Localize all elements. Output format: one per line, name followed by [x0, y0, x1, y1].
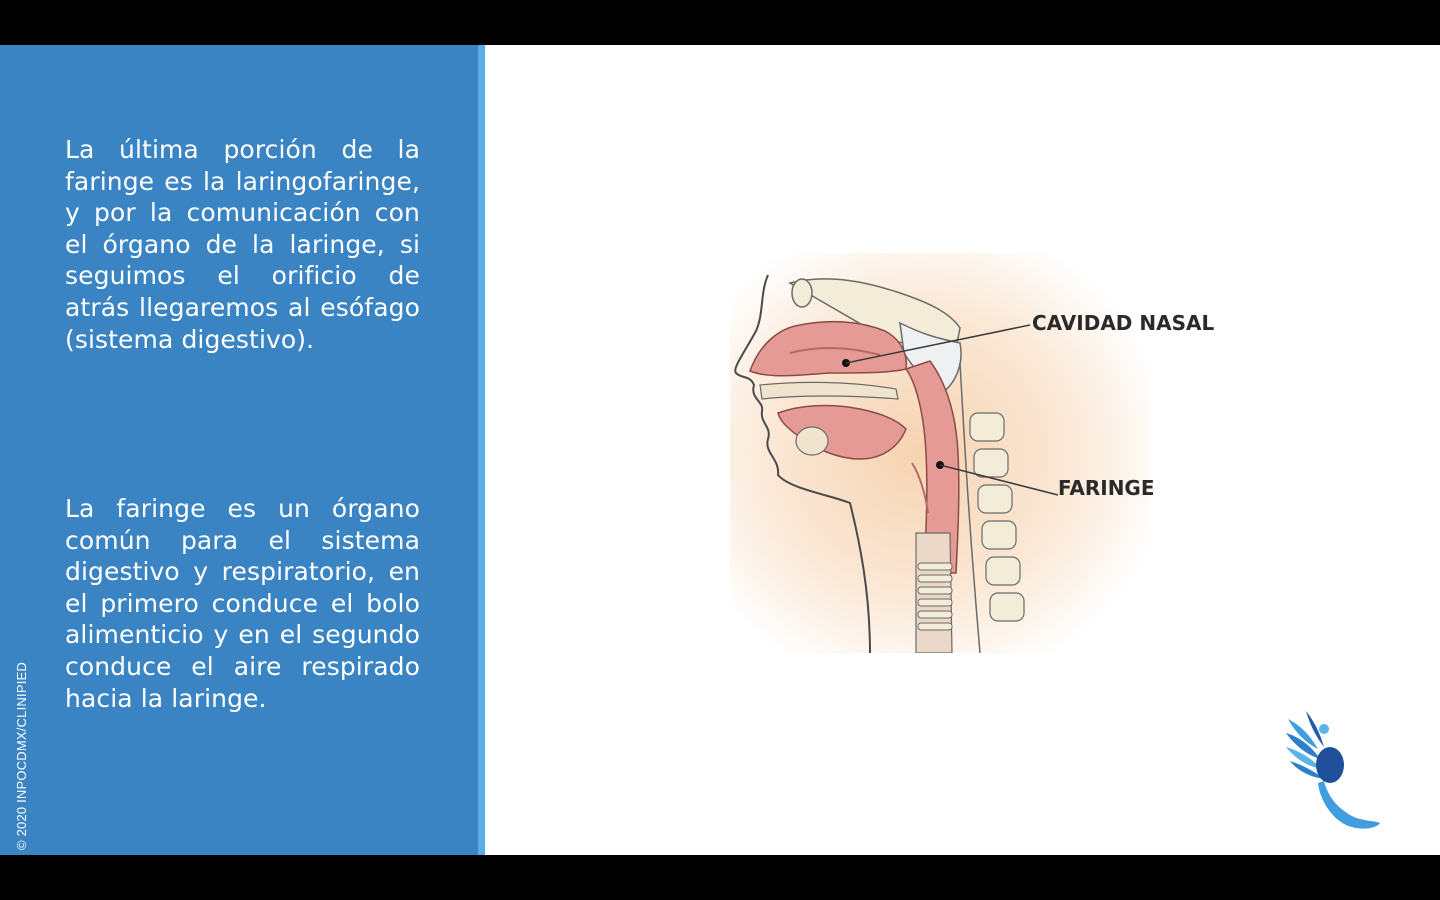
copyright-notice: © 2020 INPOCDMX/CLINIPIED: [14, 662, 29, 850]
paragraph-faringe-function: La faringe es un órgano común para el sistema digestivo y respiratorio, en el primero conduce el bolo alimenticio y en el segundo conduce el aire respirado hacia la laringe.: [65, 494, 420, 713]
label-cavidad-nasal: CAVIDAD NASAL: [1032, 311, 1215, 335]
logo-head: [1319, 724, 1329, 734]
label-faringe: FARINGE: [1058, 476, 1155, 500]
text-panel: [0, 45, 478, 855]
paragraph-laringofaringe: La última porción de la faringe es la laringofaringe, y por la comunicación con el órgano de la laringe, si seguimos el orificio de atrás llegaremos al esófago (sistema digestivo).: [65, 135, 420, 354]
accent-divider: [478, 45, 485, 855]
logo-body: [1316, 747, 1344, 783]
mandible-section: [796, 427, 828, 455]
winged-foot-logo: [1280, 707, 1390, 832]
pharynx-anatomy-illustration: [720, 213, 1280, 653]
presentation-slide: [0, 45, 1440, 855]
logo-foot: [1318, 781, 1380, 829]
frontal-bone: [792, 279, 812, 307]
